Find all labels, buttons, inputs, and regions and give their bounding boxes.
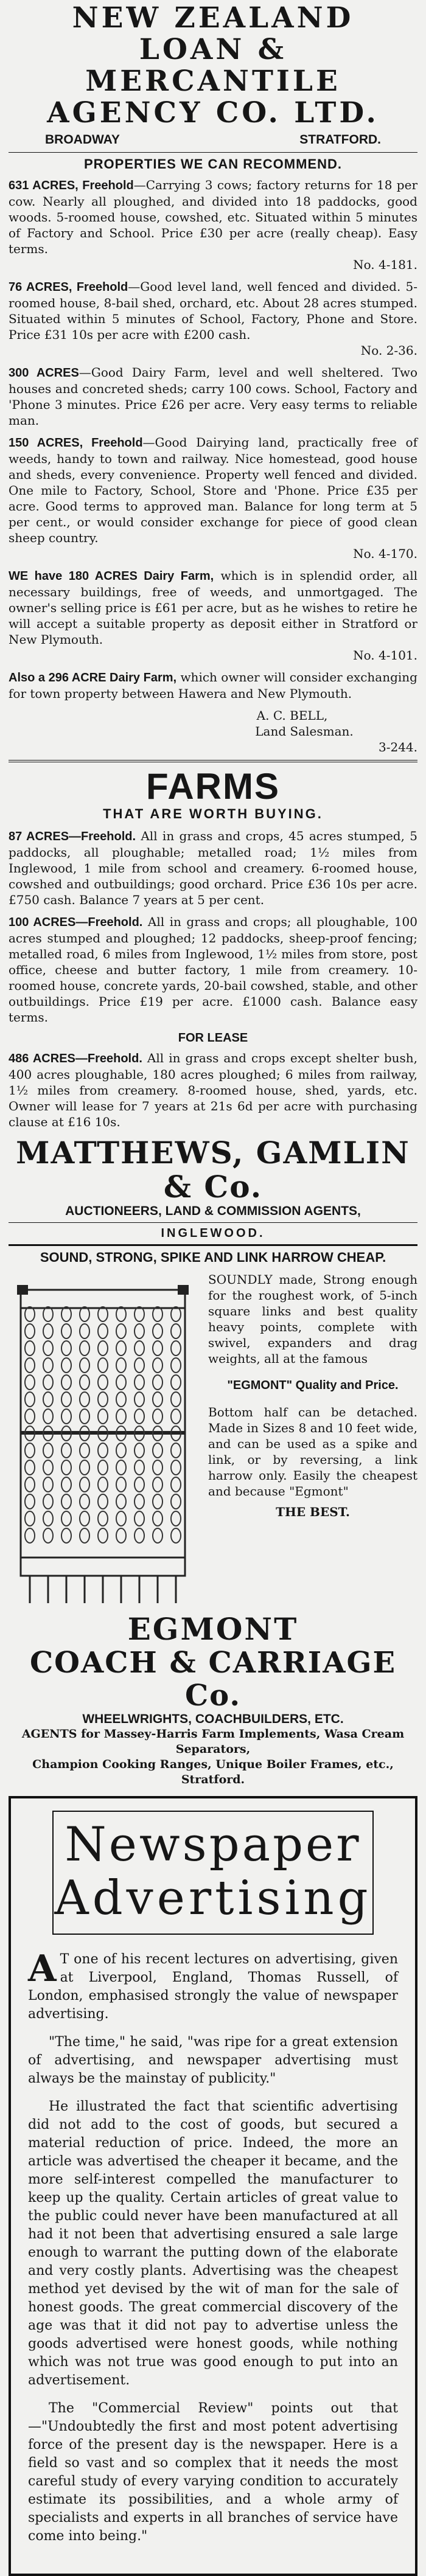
ad1-address-row [9, 129, 417, 148]
ad2-town: INGLEWOOD. [161, 1227, 265, 1240]
listing-lead: 87 ACRES—Freehold. [9, 830, 136, 843]
ad1-title-line3: AGENCY CO. LTD. [47, 96, 379, 130]
listing-lead: 300 ACRES [9, 366, 79, 380]
listing-body: which owner will consider exchanging for town property between Hawera and New Plymouth. [9, 670, 417, 701]
ad2-heading: FARMS [146, 766, 280, 807]
listing-body: All in grass and crops, 45 acres stumped, 5 paddocks, all ploughable; metalled road; 1½ miles from Inglewood, 1 mile from school and creamery. 6-roomed house, cowshed and outbuildings; good orchard. Price £36 10s per acre. £750 cash. Balance 7 years at 5 per cent. [9, 829, 417, 907]
ad1-address-right: STRATFORD. [299, 133, 381, 147]
listing [9, 1050, 417, 1130]
ad3-sub: WHEELWRIGHTS, COACHBUILDERS, ETC. [82, 1712, 344, 1726]
ad3-quote: "EGMONT" Quality and Price. [227, 1379, 399, 1392]
ad4-paragraph: He illustrated the fact that scientific advertising did not add to the cost of goods, but secured a material reduction of price. Indeed, the more an article was advertised the cheaper it became, and the more self-interest compelled the manufacturer to keep up the quality. Certain articles of great value to the public could never have been manufactured at all had it not been that advertising ensured a sale large enough to warrant the putting down of the elaborate and very costly plants. Advertising was the cheapest method yet devised by the wit of man for the sale of honest goods. The great commercial discovery of the age was that it did not pay to advertise unless the goods advertised were honest goods, while nothing which was not true was good enough to put into an advertisement. [28, 2099, 398, 2388]
ad3-name1: EGMONT [127, 1611, 299, 1647]
ad4-paragraph: The "Commercial Review" points out that—"Undoubtedly the first and most potent advertising force of the present day is the newspaper. Here is a field so vast and so complex that it needs the most careful study of every varying condition to accurately estimate its possibilities, and a whole army of specialists and experts in all branches of service have come into being." [28, 2401, 398, 2544]
ad3-agents1: AGENTS for Massey-Harris Farm Implements, Wasa Cream Separators, [21, 1727, 405, 1756]
ad1-signature-title: Land Salesman. [255, 724, 354, 739]
listing [9, 434, 417, 562]
listing [9, 364, 417, 428]
listing-body: All in grass and crops; all ploughable, 100 acres stumped and ploughed; 12 paddocks, sheep-proof fencing; metalled road, 6 miles from Inglewood, 1½ miles from store, post office, cheese and butter factory, 1 mile from creamery. 10-roomed house, concrete yards, 20-bail cowshed, stable, and other outbuildings. Price £19 per acre. £1000 cash. Balance easy terms. [9, 914, 417, 1025]
farms-ad [9, 767, 417, 1241]
ad3-name2: COACH & CARRIAGE Co. [29, 1646, 397, 1713]
ad1-code: 3-244. [378, 740, 417, 754]
ad4-body [28, 1948, 398, 2546]
listing [9, 177, 417, 273]
listing-body: which is in splendid order, all necessary buildings, free of weeds, and unmortgaged. The owner's selling price is £61 per acre, but as he wishes to retire he will accept a suitable property as deposit either in Stratford or New Plymouth. [9, 568, 418, 647]
listing-lead: Also a 296 ACRE Dairy Farm, [9, 671, 177, 684]
ad4-title-frame [52, 1811, 374, 1935]
ad3-text1: SOUNDLY made, Strong enough for the roughest work, of 5-inch square links and best quality heavy points, complete with swivel, expanders and drag weights, all at the famous [208, 1272, 417, 1366]
listing-body: —Good Dairying land, practically free of weeds, handy to town and railway. Nice homestead, good house and sheds, every convenience. Property well fenced and divided. One mile to Factory, School, Store and 'Phone. Price £35 per acre. Good terms to approved man. Balance for long term at 5 per cent., or would consider exchange for piece of good clean sheep country. [9, 435, 417, 545]
harrow-illustration [9, 1272, 197, 1612]
newspaper-advertising-box [9, 1796, 417, 2576]
listing-lead: 150 ACRES, Freehold [9, 436, 143, 450]
ad1-address-left: BROADWAY [45, 133, 120, 147]
ad1-title-line1: NEW ZEALAND [72, 1, 354, 35]
listing [9, 828, 417, 908]
ad3-agents2: Champion Cooking Ranges, Unique Boiler Frames, etc., Stratford. [32, 1758, 394, 1786]
loan-mercantile-ad [9, 2, 417, 755]
divider [9, 1222, 417, 1223]
listing-ref: No. 4-170. [353, 546, 417, 561]
divider [9, 1244, 417, 1246]
listing-body: —Carrying 3 cows; factory returns for 18 per cow. Nearly all ploughed, and divided into 18 paddocks, good woods. 5-roomed house, cowshed, etc. Situated within 5 minutes of Factory and School. Price £30 per acre (really cheap). Easy terms. [9, 178, 418, 256]
ad1-heading: PROPERTIES WE CAN RECOMMEND. [83, 156, 343, 172]
listing-lead: WE have 180 ACRES Dairy Farm, [9, 569, 214, 583]
ad4-paragraph: A T one of his recent lectures on advertising, given at Liverpool, England, Thomas Russell, of London, emphasised strongly the value of newspaper advertising. [28, 1948, 398, 2022]
harrow-ad [9, 1250, 417, 1788]
listing-body: All in grass and crops except shelter bush, 400 acres ploughable, 180 acres ploughed; 6 miles from railway, 1½ miles from creamery. 8-roomed house, shed, yards, etc. Owner will lease for 7 years at 21s 6d per acre with purchasing clause at £16 10s. [9, 1051, 418, 1129]
ad3-best: THE BEST. [276, 1505, 350, 1519]
ad4-paragraph: "The time," he said, "was ripe for a great extension of advertising, and newspaper advertising must always be the mainstay of publicity." [28, 2035, 398, 2086]
listing-lead: 76 ACRES, Freehold [9, 280, 128, 294]
listing-ref: No. 4-101. [353, 648, 417, 663]
ad1-title-line2: LOAN & MERCANTILE [85, 33, 341, 98]
ad1-signature: A. C. BELL, [256, 708, 328, 723]
listing [9, 669, 417, 701]
ad4-title-line1: Newspaper [65, 1817, 361, 1872]
listing-lead: 631 ACRES, Freehold [9, 179, 134, 192]
divider [9, 152, 417, 153]
listing [9, 568, 417, 663]
listing-lead: 100 ACRES—Freehold. [9, 916, 143, 929]
ad2-lease-heading: FOR LEASE [178, 1031, 248, 1045]
ad4-title-line2: Advertising [54, 1871, 372, 1926]
ad3-heading: SOUND, STRONG, SPIKE AND LINK HARROW CHEAP. [40, 1250, 386, 1265]
ad4-drop-cap: A [28, 1948, 57, 1990]
ad2-firm-sub: AUCTIONEERS, LAND & COMMISSION AGENTS, [65, 1204, 361, 1218]
ad3-text2: Bottom half can be detached. Made in Sizes 8 and 10 feet wide, and can be used as a spike and link, or by reversing, a link harrow only. Easily the cheapest and because "Egmont" [208, 1405, 417, 1499]
ad2-subheading: THAT ARE WORTH BUYING. [103, 806, 323, 821]
listing-body: —Good level land, well fenced and divided. 5-roomed house, 8-bail shed, orchard, etc. About 28 acres stumped. Situated within 5 minutes of School, Factory, Phone and Store. Price £31 10s per acre with £200 cash. [9, 279, 417, 342]
ad2-firm: MATTHEWS, GAMLIN & Co. [16, 1135, 410, 1205]
listing-body: —Good Dairy Farm, level and well sheltered. Two houses and concreted sheds; carry 100 cows. School, Factory and 'Phone 3 minutes. Price £26 per acre. Very easy terms to reliable man. [9, 365, 417, 428]
listing [9, 914, 417, 1025]
listing-ref: No. 4-181. [353, 257, 417, 272]
divider [9, 760, 417, 762]
ad3-text [208, 1272, 417, 1612]
listing-lead: 486 ACRES—Freehold. [9, 1052, 142, 1065]
listing-ref: No. 2-36. [360, 343, 417, 358]
listing [9, 279, 417, 358]
